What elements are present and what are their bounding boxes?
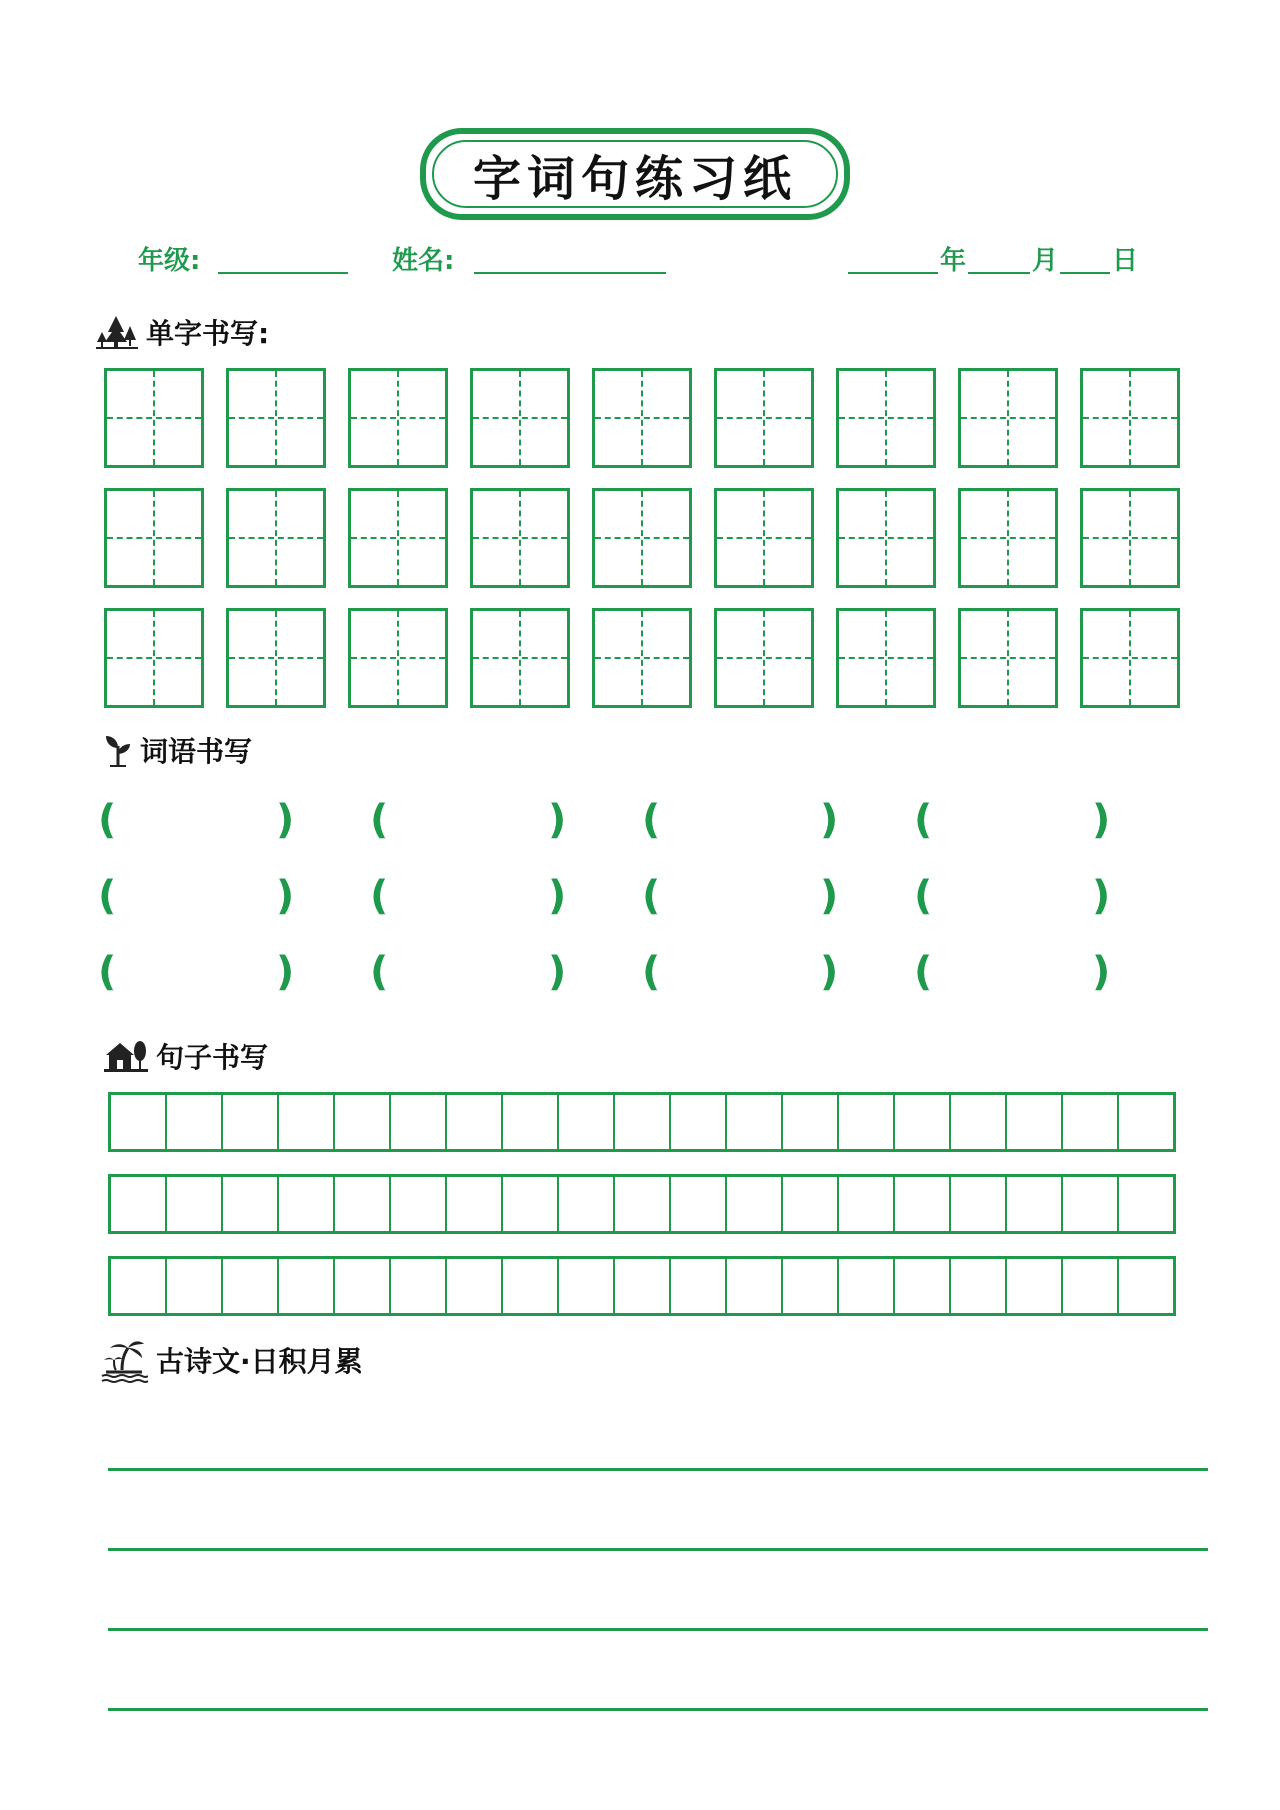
sentence-cell[interactable] [335, 1095, 391, 1149]
sentence-row[interactable] [108, 1256, 1176, 1316]
char-cell[interactable] [348, 368, 448, 468]
paren-open: ( [642, 949, 661, 995]
sentence-row[interactable] [108, 1092, 1176, 1152]
sentence-cell[interactable] [279, 1259, 335, 1313]
sentence-cell[interactable] [335, 1259, 391, 1313]
writing-line[interactable] [108, 1628, 1208, 1631]
sentence-cell[interactable] [559, 1177, 615, 1231]
sentence-cell[interactable] [1063, 1177, 1119, 1231]
sentence-cell[interactable] [1063, 1095, 1119, 1149]
char-cell[interactable] [958, 608, 1058, 708]
char-cell[interactable] [226, 608, 326, 708]
title-banner [420, 128, 850, 220]
char-cell[interactable] [104, 488, 204, 588]
sentence-cell[interactable] [671, 1259, 727, 1313]
char-cell[interactable] [714, 608, 814, 708]
char-cell[interactable] [714, 488, 814, 588]
writing-line[interactable] [108, 1468, 1208, 1471]
sentence-cell[interactable] [167, 1177, 223, 1231]
sentence-cell[interactable] [951, 1095, 1007, 1149]
writing-line[interactable] [108, 1548, 1208, 1551]
paren-open: ( [98, 949, 117, 995]
sentence-cell[interactable] [671, 1095, 727, 1149]
sentence-cell[interactable] [559, 1095, 615, 1149]
char-cell[interactable] [104, 608, 204, 708]
char-cell[interactable] [226, 488, 326, 588]
paren-close: ) [548, 949, 567, 995]
paren-close: ) [1092, 797, 1111, 843]
sentence-cell[interactable] [503, 1259, 559, 1313]
month-field[interactable] [968, 272, 1030, 274]
sentence-cell[interactable] [447, 1259, 503, 1313]
sentence-cell[interactable] [111, 1259, 167, 1313]
name-field[interactable] [474, 272, 666, 274]
sentence-row[interactable] [108, 1174, 1176, 1234]
char-cell[interactable] [836, 488, 936, 588]
sentence-cell[interactable] [1007, 1095, 1063, 1149]
char-cell[interactable] [1080, 368, 1180, 468]
sentence-cell[interactable] [727, 1177, 783, 1231]
sentence-cell[interactable] [111, 1095, 167, 1149]
sentence-cell[interactable] [1119, 1095, 1173, 1149]
island-palm-icon [100, 1336, 148, 1384]
char-cell[interactable] [470, 608, 570, 708]
section-sentences-title: 句子书写 [156, 1041, 269, 1074]
name-label: 姓名: [392, 246, 455, 276]
sentence-cell[interactable] [223, 1259, 279, 1313]
sentence-cell[interactable] [503, 1177, 559, 1231]
sentence-cell[interactable] [1007, 1177, 1063, 1231]
paren-open: ( [370, 797, 389, 843]
sentence-cell[interactable] [503, 1095, 559, 1149]
char-cell[interactable] [714, 368, 814, 468]
paren-close: ) [548, 797, 567, 843]
grade-field[interactable] [218, 272, 348, 274]
sentence-cell[interactable] [951, 1177, 1007, 1231]
sentence-cell[interactable] [727, 1259, 783, 1313]
sentence-cell[interactable] [671, 1177, 727, 1231]
sentence-cell[interactable] [895, 1259, 951, 1313]
char-cell[interactable] [470, 488, 570, 588]
char-cell[interactable] [958, 488, 1058, 588]
sentence-cell[interactable] [559, 1259, 615, 1313]
sentence-cell[interactable] [447, 1095, 503, 1149]
sentence-cell[interactable] [391, 1259, 447, 1313]
sentence-cell[interactable] [167, 1095, 223, 1149]
writing-line[interactable] [108, 1708, 1208, 1711]
char-cell[interactable] [836, 608, 936, 708]
sentence-cell[interactable] [391, 1177, 447, 1231]
paren-open: ( [98, 873, 117, 919]
section-single-chars-header [96, 312, 269, 352]
sentence-cell[interactable] [1119, 1259, 1173, 1313]
sentence-cell[interactable] [279, 1095, 335, 1149]
sentence-cell[interactable] [279, 1177, 335, 1231]
sprout-icon [104, 732, 132, 768]
paren-open: ( [642, 873, 661, 919]
day-field[interactable] [1060, 272, 1110, 274]
sentence-cell[interactable] [167, 1259, 223, 1313]
char-cell[interactable] [104, 368, 204, 468]
sentence-cell[interactable] [447, 1177, 503, 1231]
sentence-cell[interactable] [111, 1177, 167, 1231]
month-label: 月 [1032, 246, 1059, 276]
paren-close: ) [820, 949, 839, 995]
char-cell[interactable] [592, 488, 692, 588]
char-cell[interactable] [958, 368, 1058, 468]
sentence-cell[interactable] [727, 1095, 783, 1149]
char-cell[interactable] [348, 488, 448, 588]
sentence-cell[interactable] [1063, 1259, 1119, 1313]
paren-close: ) [1092, 949, 1111, 995]
section-poetry-header [100, 1336, 363, 1384]
paren-open: ( [914, 797, 933, 843]
sentence-cell[interactable] [839, 1177, 895, 1231]
sentence-cell[interactable] [391, 1095, 447, 1149]
char-cell[interactable] [836, 368, 936, 468]
sentence-cell[interactable] [895, 1095, 951, 1149]
house-icon [104, 1039, 148, 1073]
sentence-cell[interactable] [1119, 1177, 1173, 1231]
sentence-cell[interactable] [895, 1177, 951, 1231]
sentence-cell[interactable] [615, 1095, 671, 1149]
char-cell[interactable] [470, 368, 570, 468]
char-cell[interactable] [348, 608, 448, 708]
sentence-cell[interactable] [951, 1259, 1007, 1313]
paren-close: ) [276, 797, 295, 843]
char-cell[interactable] [226, 368, 326, 468]
sentence-cell[interactable] [783, 1259, 839, 1313]
section-poetry-title: 古诗文·日积月累 [156, 1345, 363, 1378]
paren-open: ( [914, 949, 933, 995]
paren-close: ) [820, 797, 839, 843]
section-single-chars-title: 单字书写: [146, 317, 270, 350]
sentence-cell[interactable] [839, 1095, 895, 1149]
sentence-cell[interactable] [615, 1259, 671, 1313]
paren-close: ) [1092, 873, 1111, 919]
paren-open: ( [642, 797, 661, 843]
char-cell[interactable] [1080, 608, 1180, 708]
sentence-cell[interactable] [223, 1177, 279, 1231]
day-label: 日 [1112, 246, 1139, 276]
section-words-header [104, 730, 252, 770]
paren-close: ) [276, 949, 295, 995]
year-field[interactable] [848, 272, 938, 274]
trees-icon [96, 314, 138, 350]
page-title: 字词句练习纸 [472, 150, 797, 207]
sentence-cell[interactable] [783, 1177, 839, 1231]
char-cell[interactable] [592, 368, 692, 468]
char-cell[interactable] [1080, 488, 1180, 588]
sentence-cell[interactable] [615, 1177, 671, 1231]
paren-close: ) [820, 873, 839, 919]
sentence-cell[interactable] [1007, 1259, 1063, 1313]
paren-close: ) [548, 873, 567, 919]
sentence-cell[interactable] [335, 1177, 391, 1231]
sentence-cell[interactable] [223, 1095, 279, 1149]
section-words-title: 词语书写 [140, 735, 253, 768]
char-cell[interactable] [592, 608, 692, 708]
paren-open: ( [914, 873, 933, 919]
paren-open: ( [370, 949, 389, 995]
section-sentences-header [104, 1036, 268, 1076]
paren-close: ) [276, 873, 295, 919]
sentence-cell[interactable] [839, 1259, 895, 1313]
year-label: 年 [940, 246, 967, 276]
grade-label: 年级: [138, 246, 201, 276]
paren-open: ( [370, 873, 389, 919]
sentence-cell[interactable] [783, 1095, 839, 1149]
paren-open: ( [98, 797, 117, 843]
